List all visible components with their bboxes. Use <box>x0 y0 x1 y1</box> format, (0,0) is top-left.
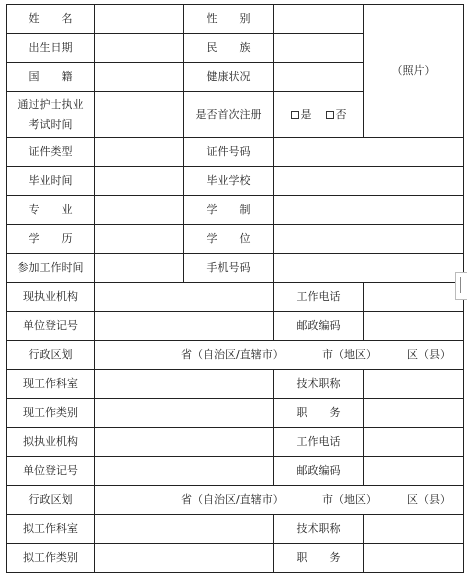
current-category-field[interactable] <box>94 398 274 428</box>
grad-school-label <box>183 166 274 196</box>
current-position-label-text: 职 务 <box>296 406 341 419</box>
current-postcode-label-text: 邮政编码 <box>296 319 341 332</box>
current-title-field[interactable] <box>363 369 464 399</box>
grad-school-label-text: 毕业学校 <box>206 174 251 187</box>
education-field[interactable] <box>94 224 184 254</box>
current-work-phone-label <box>273 282 364 312</box>
first-registration-choice <box>273 91 364 138</box>
exam-time-label <box>6 91 95 138</box>
grad-school-field[interactable] <box>273 166 464 196</box>
proposed-title-label-text: 技术职称 <box>296 522 341 535</box>
current-postcode-field[interactable] <box>363 311 464 341</box>
degree-label-text: 学 位 <box>206 232 251 245</box>
name-label <box>6 4 95 34</box>
proposed-unit-reg-label-text: 单位登记号 <box>23 464 78 477</box>
birth-date-field[interactable] <box>94 33 184 63</box>
current-unit-reg-label <box>6 311 95 341</box>
proposed-institution-label-text: 拟执业机构 <box>23 435 78 448</box>
first-registration-label <box>183 91 274 138</box>
yes-checkbox[interactable] <box>291 111 299 119</box>
health-label <box>183 62 274 92</box>
current-province-suffix: 省（自治区/直辖市） <box>181 348 284 361</box>
current-position-label <box>273 398 364 428</box>
current-region-field[interactable] <box>94 340 464 370</box>
degree-label <box>183 224 274 254</box>
grad-time-field[interactable] <box>94 166 184 196</box>
proposed-position-label-text: 职 务 <box>296 551 341 564</box>
proposed-city-suffix: 市（地区） <box>322 493 377 506</box>
proposed-department-label-text: 拟工作科室 <box>23 522 78 535</box>
proposed-title-label <box>273 514 364 544</box>
name-field[interactable] <box>94 4 184 34</box>
proposed-department-field[interactable] <box>94 514 274 544</box>
work-start-label <box>6 253 95 283</box>
current-institution-label <box>6 282 95 312</box>
proposed-department-label <box>6 514 95 544</box>
grad-time-label <box>6 166 95 196</box>
current-city-suffix: 市（地区） <box>322 348 377 361</box>
current-title-label <box>273 369 364 399</box>
no-label: 否 <box>335 107 347 121</box>
major-field[interactable] <box>94 195 184 225</box>
work-start-field[interactable] <box>94 253 184 283</box>
proposed-work-phone-label <box>273 427 364 457</box>
nationality-label-text: 国 籍 <box>28 70 73 83</box>
proposed-work-phone-field[interactable] <box>363 427 464 457</box>
id-type-label-text: 证件类型 <box>28 145 73 158</box>
exam-time-label-line2: 考试时间 <box>28 117 73 131</box>
education-label <box>6 224 95 254</box>
no-option[interactable] <box>326 108 347 122</box>
ethnicity-label <box>183 33 274 63</box>
page-edge-tab-bar <box>460 277 461 293</box>
proposed-position-label <box>273 543 364 573</box>
proposed-institution-label <box>6 427 95 457</box>
current-unit-reg-field[interactable] <box>94 311 274 341</box>
proposed-region-label-text: 行政区划 <box>28 493 73 506</box>
current-department-label-text: 现工作科室 <box>23 377 78 390</box>
no-checkbox[interactable] <box>326 111 334 119</box>
current-title-label-text: 技术职称 <box>296 377 341 390</box>
proposed-postcode-label-text: 邮政编码 <box>296 464 341 477</box>
current-unit-reg-label-text: 单位登记号 <box>23 319 78 332</box>
name-label-text: 姓 名 <box>28 12 73 25</box>
current-position-field[interactable] <box>363 398 464 428</box>
nationality-label <box>6 62 95 92</box>
id-type-label <box>6 137 95 167</box>
education-label-text: 学 历 <box>28 232 73 245</box>
ethnicity-label-text: 民 族 <box>206 41 251 54</box>
proposed-category-label-text: 拟工作类别 <box>23 551 78 564</box>
proposed-institution-field[interactable] <box>94 427 274 457</box>
health-label-text: 健康状况 <box>206 70 251 83</box>
major-label <box>6 195 95 225</box>
exam-time-field[interactable] <box>94 91 184 138</box>
id-number-label-text: 证件号码 <box>206 145 251 158</box>
current-work-phone-field[interactable] <box>363 282 464 312</box>
ethnicity-field[interactable] <box>273 33 364 63</box>
birth-date-label-text: 出生日期 <box>28 41 73 54</box>
proposed-work-phone-label-text: 工作电话 <box>296 435 341 448</box>
yes-option[interactable] <box>291 108 312 122</box>
proposed-county-suffix: 区（县） <box>407 493 451 506</box>
proposed-category-field[interactable] <box>94 543 274 573</box>
nationality-field[interactable] <box>94 62 184 92</box>
proposed-postcode-label <box>273 456 364 486</box>
phone-label-text: 手机号码 <box>206 261 251 274</box>
proposed-postcode-field[interactable] <box>363 456 464 486</box>
degree-field[interactable] <box>273 224 464 254</box>
first-registration-label-text: 是否首次注册 <box>195 107 262 121</box>
proposed-title-field[interactable] <box>363 514 464 544</box>
current-category-label-text: 现工作类别 <box>23 406 78 419</box>
study-system-field[interactable] <box>273 195 464 225</box>
proposed-position-field[interactable] <box>363 543 464 573</box>
gender-label-text: 性 别 <box>206 12 251 25</box>
phone-field[interactable] <box>273 253 464 283</box>
proposed-region-field[interactable] <box>94 485 464 515</box>
proposed-unit-reg-label <box>6 456 95 486</box>
current-department-field[interactable] <box>94 369 274 399</box>
current-institution-label-text: 现执业机构 <box>23 290 78 303</box>
id-number-label <box>183 137 274 167</box>
major-label-text: 专 业 <box>28 203 73 216</box>
current-institution-field[interactable] <box>94 282 274 312</box>
current-work-phone-label-text: 工作电话 <box>296 290 341 303</box>
phone-label <box>183 253 274 283</box>
birth-date-label <box>6 33 95 63</box>
study-system-label-text: 学 制 <box>206 203 251 216</box>
proposed-category-label <box>6 543 95 573</box>
exam-time-label-line1: 通过护士执业 <box>17 97 84 111</box>
current-region-label <box>6 340 95 370</box>
proposed-province-suffix: 省（自治区/直辖市） <box>181 493 284 506</box>
id-type-field[interactable] <box>94 137 184 167</box>
proposed-region-label <box>6 485 95 515</box>
current-postcode-label <box>273 311 364 341</box>
current-category-label <box>6 398 95 428</box>
id-number-field[interactable] <box>273 137 464 167</box>
current-county-suffix: 区（县） <box>407 348 451 361</box>
proposed-unit-reg-field[interactable] <box>94 456 274 486</box>
photo-label: （照片） <box>391 64 436 77</box>
current-department-label <box>6 369 95 399</box>
grad-time-label-text: 毕业时间 <box>28 174 73 187</box>
yes-label: 是 <box>300 107 312 121</box>
page-edge-tab <box>455 272 467 300</box>
gender-label <box>183 4 274 34</box>
health-field[interactable] <box>273 62 364 92</box>
current-region-label-text: 行政区划 <box>28 348 73 361</box>
photo-box[interactable] <box>363 4 464 138</box>
gender-field[interactable] <box>273 4 364 34</box>
work-start-label-text: 参加工作时间 <box>17 261 84 274</box>
study-system-label <box>183 195 274 225</box>
